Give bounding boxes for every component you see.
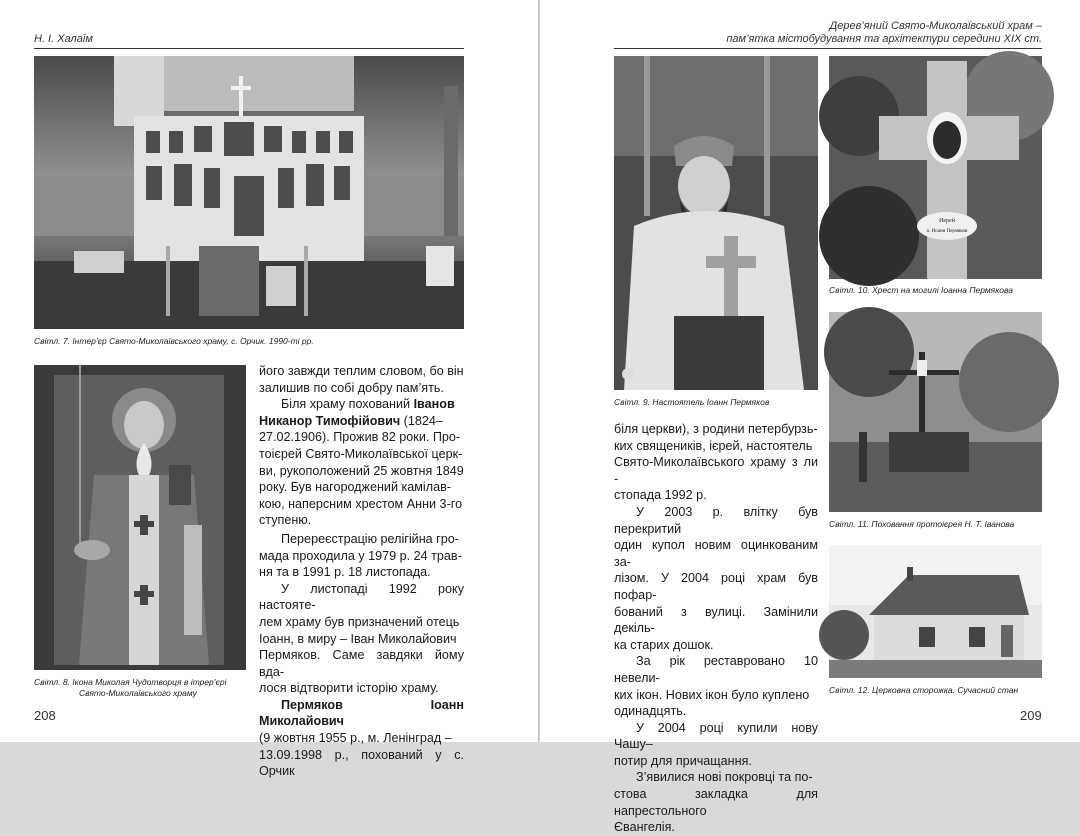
- text-line: ви, рукоположений 25 жовтня 1849: [259, 463, 464, 478]
- fig7-caption: Світл. 7. Інтер’єр Свято-Миколаївського храму, с. Орчик. 1990-ті рр.: [34, 336, 314, 346]
- text-line: кою, наперсним хрестом Анни 3-го: [259, 496, 463, 511]
- bold-name: Пермяков Іоанн Миколайович: [259, 697, 464, 729]
- photo-icon-st-nicholas: [34, 365, 246, 670]
- text-line: року. Був нагороджений камілав-: [259, 480, 451, 495]
- text-line: біля церкви), з родини петербурзь-: [614, 422, 818, 436]
- photo-priest-ioann: [614, 56, 818, 390]
- text-line: З’явилися нові покровці та по-: [636, 770, 813, 785]
- right-page: [540, 0, 1080, 835]
- header-rule-right: [614, 48, 1042, 49]
- text-line: За рік реставровано 10 невели-: [614, 654, 818, 685]
- text-line: (9 жовтня 1955 р., м. Ленінград –: [259, 731, 452, 746]
- text-run: Біля храму похований: [281, 397, 414, 412]
- photo-ivanov-grave: [829, 312, 1042, 512]
- text-line: Перереєстрацію релігійна гро-: [281, 531, 459, 546]
- text-line: У 2003 р. влітку був перекритий: [614, 504, 818, 536]
- plaque-text-2: о. Иоанн Пермяков: [926, 229, 968, 234]
- text-line: Євангелія.: [614, 820, 675, 835]
- page-number-right: 209: [1020, 708, 1042, 723]
- text-line: тоієрей Свято-Миколаївської церк-: [259, 446, 463, 461]
- text-line: лося відтворити історію храму.: [259, 681, 439, 696]
- text-line: його завжди теплим словом, бо він: [259, 364, 464, 378]
- text-line: ка старих дошок.: [614, 637, 714, 652]
- text-line: Пермяков. Саме завдяки йому вда-: [259, 648, 464, 679]
- running-head-right-1: Дерев’яний Свято-Миколаївський храм –: [829, 20, 1042, 32]
- bold-name: Никанор Тимофійович: [259, 413, 401, 428]
- text-run: (1824–: [400, 413, 443, 428]
- left-text-column: [259, 363, 464, 780]
- photo-church-lodge: [829, 545, 1042, 678]
- text-line: один купол новим оцинкованим за-: [614, 538, 818, 569]
- right-text-column: [614, 421, 818, 836]
- text-line: ких ікон. Нових ікон було куплено: [614, 687, 810, 702]
- text-line: ня та в 1991 р. 18 листопада.: [259, 565, 431, 580]
- fig10-caption: Світл. 10. Хрест на могилі Іоанна Пермякова: [829, 285, 1013, 295]
- running-head-left: Н. І. Халаім: [34, 33, 93, 45]
- photo-church-interior: [34, 56, 464, 329]
- photo-grave-cross: [829, 56, 1042, 279]
- text-line: потир для причащання.: [614, 753, 752, 768]
- text-line: [259, 396, 464, 413]
- text-line: ступеню.: [259, 513, 312, 528]
- plaque-text-1: Иерей: [939, 218, 955, 224]
- text-line: стопада 1992 р.: [614, 488, 707, 503]
- text-line: У листопаді 1992 року настояте-: [259, 581, 464, 613]
- text-line: [259, 413, 464, 430]
- fig9-caption: Світл. 9. Настоятель Іоанн Пермяков: [614, 397, 770, 407]
- text-line: 27.02.1906). Прожив 82 роки. Про-: [259, 430, 461, 445]
- fig12-caption: Світл. 12. Церковна сторожка. Сучасний стан: [829, 685, 1019, 695]
- page-number-left: 208: [34, 708, 56, 723]
- fig8-caption-line-1: Світл. 8. Ікона Миколая Чудотворця в ітрер’єрі: [34, 677, 227, 687]
- text-line: [259, 697, 464, 730]
- fig8-caption: [34, 677, 246, 699]
- left-page: [0, 0, 539, 779]
- text-line: Свято-Миколаївського храму з ли -: [614, 455, 818, 486]
- running-head-right-2: пам’ятка містобудування та архітектури середини ХІХ ст.: [726, 33, 1042, 45]
- text-line: Іоанн, в миру – Іван Миколайович: [259, 631, 457, 646]
- text-line: лем храму був призначений отець: [259, 614, 460, 629]
- text-line: залишив по собі добру пам’ять.: [259, 380, 444, 395]
- text-line: мада проходила у 1979 р. 24 трав-: [259, 548, 462, 563]
- text-line: бований з вулиці. Замінили декіль-: [614, 604, 818, 636]
- bold-name: Іванов: [413, 397, 455, 412]
- text-line: У 2004 році купили нову Чашу–: [614, 720, 818, 752]
- fig11-caption: Світл. 11. Поховання протоієрея Н. Т. Іванова: [829, 519, 1015, 529]
- text-line: стова закладка для напрестольного: [614, 787, 818, 818]
- text-line: лізом. У 2004 році храм був пофар-: [614, 571, 818, 602]
- fig8-caption-line-2: Свято-Миколаївського храму: [79, 688, 197, 698]
- text-line: 13.09.1998 р., похований у с. Орчик: [259, 747, 464, 779]
- text-line: ких священиків, ієрей, настоятель: [614, 438, 813, 453]
- text-line: одинадцять.: [614, 704, 687, 719]
- header-rule-left: [34, 48, 464, 49]
